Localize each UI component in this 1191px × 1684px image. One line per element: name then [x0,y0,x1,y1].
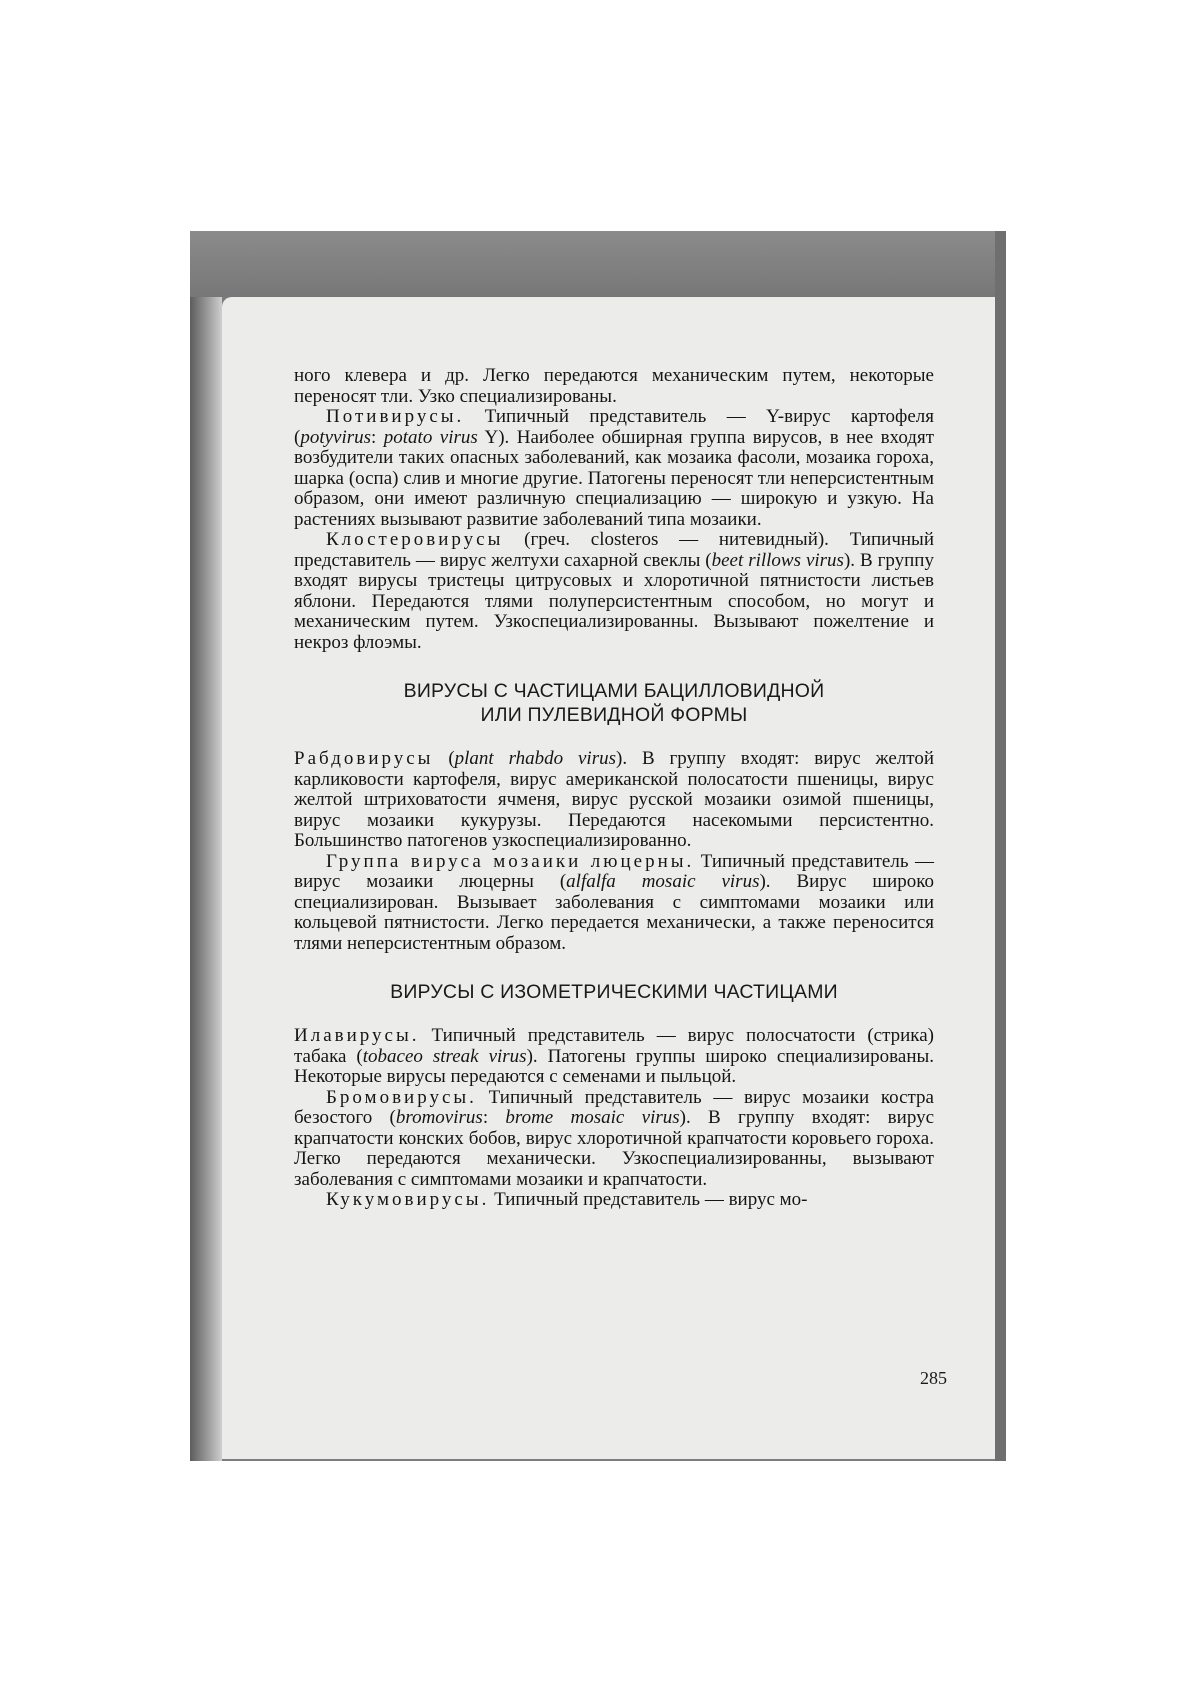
heading-line: ИЛИ ПУЛЕВИДНОЙ ФОРМЫ [480,704,748,726]
section-heading-bacilliform [294,679,934,727]
section-heading-isometric [294,980,934,1004]
paragraph-text: ). Вирус широко специализирован. Вызывает заболевания с симптомами мозаики или кольцевой пятнистости. Легко передается механически, а также переносится тлями неперсистентным образом. [294,871,934,954]
page-text-column [294,366,934,1211]
paragraph-continuation [294,366,934,407]
paragraph-text: ). В группу входят вирусы тристецы цитрусовых и хлоротичной пятнистости листьев яблони. Передаются тлями полуперсистентным способом, но могут и механическим путем. Узкоспециализированны. Вызывают пожелтение и некроз флоэмы. [294,549,934,653]
paragraph-text: Типичный представитель — вирус полосчатости (стрика) табака ( [294,1025,934,1067]
term-closteroviruses: Клостеровирусы [326,529,504,550]
paragraph-alfalfa-group [294,852,934,955]
latin-name: plant rhabdo virus [454,748,617,769]
paragraph-bromoviruses [294,1088,934,1191]
latin-name: potyvirus [300,426,372,448]
paragraph-cucumoviruses [294,1190,934,1211]
paragraph-ilarviruses [294,1026,934,1088]
paragraph-text: Y). Наиболее обширная группа вирусов, в нее входят возбудители таких опасных заболеваний, как мозаика фасоли, мозаика гороха, шарка (оспа) слив и многие другие. Патогены переносят тли неперсистентным образом, они имеют различную специализацию — широкую и узкую. На растениях вызывают развитие заболеваний типа мозаики. [294,426,934,530]
term-alfalfa-group: Группа вируса мозаики люцерны. [326,850,695,872]
page-number: 285 [920,1368,947,1388]
latin-name: beet rillows virus [711,549,844,571]
paragraph-text: ). В группу входят: вирус крапчатости конских бобов, вирус хлоротичной крапчатости коровьего гороха. Легко передаются механически. Узкоспециализированны, вызывают заболевания с симптомами мозаики и крапчатости. [294,1107,935,1190]
paragraph-text: ного клевера и др. Легко передаются механическим путем, некоторые переносят тли. Узко специализированы. [294,365,934,407]
scan-right-edge [995,231,1006,1461]
latin-name: potato virus [383,426,478,448]
term-ilarviruses: Илавирусы. [294,1025,420,1046]
paragraph-text: Типичный представитель — вирус мозаики люцерны ( [294,850,934,892]
paragraph-text: Типичный представитель — вирус мо- [489,1189,808,1210]
term-rhabdoviruses: Рабдовирусы [294,748,434,769]
paragraph-rhabdoviruses [294,749,934,852]
paragraph-text: : [371,426,384,448]
term-cucumoviruses: Кукумовирусы. [326,1189,490,1210]
book-binding-edge [190,297,222,1461]
latin-name: brome mosaic virus [505,1107,680,1128]
paragraph-text: ). В группу входят: вирус желтой карликовости картофеля, вирус американской полосатости пшеницы, вирус желтой штриховатости ячменя, вирус русской мозаики озимой пшеницы, вирус мозаики кукурузы. Передаются насекомыми персистентно. Большинство патогенов узкоспециализированно. [294,748,935,851]
paragraph-closteroviruses [294,530,934,653]
scan-top-shadow [190,231,1006,297]
latin-name: alfalfa mosaic virus [566,871,760,892]
paragraph-text: (греч. closteros — нитевидный). Типичный представитель — вирус желтухи сахарной свеклы ( [294,529,934,571]
latin-name: tobaceo streak virus [362,1045,527,1067]
paragraph-text: ). Патогены группы широко специализированы. Некоторые вирусы передаются с семенами и пыльцой. [294,1045,935,1087]
paragraph-potyviruses [294,407,934,530]
heading-line: ВИРУСЫ С ЧАСТИЦАМИ БАЦИЛЛОВИДНОЙ [403,680,825,702]
paragraph-text: : [482,1107,506,1128]
paragraph-text: Типичный представитель — Y-вирус картофеля ( [294,406,934,448]
latin-name: bromovirus [395,1107,483,1128]
paragraph-text: Типичный представитель — вирус мозаики костра безостого ( [294,1086,934,1128]
term-potyviruses: Потивирусы. [326,406,465,427]
term-bromoviruses: Бромовирусы. [326,1086,477,1108]
heading-line: ВИРУСЫ С ИЗОМЕТРИЧЕСКИМИ ЧАСТИЦАМИ [390,981,838,1003]
paragraph-text: ( [433,748,455,769]
